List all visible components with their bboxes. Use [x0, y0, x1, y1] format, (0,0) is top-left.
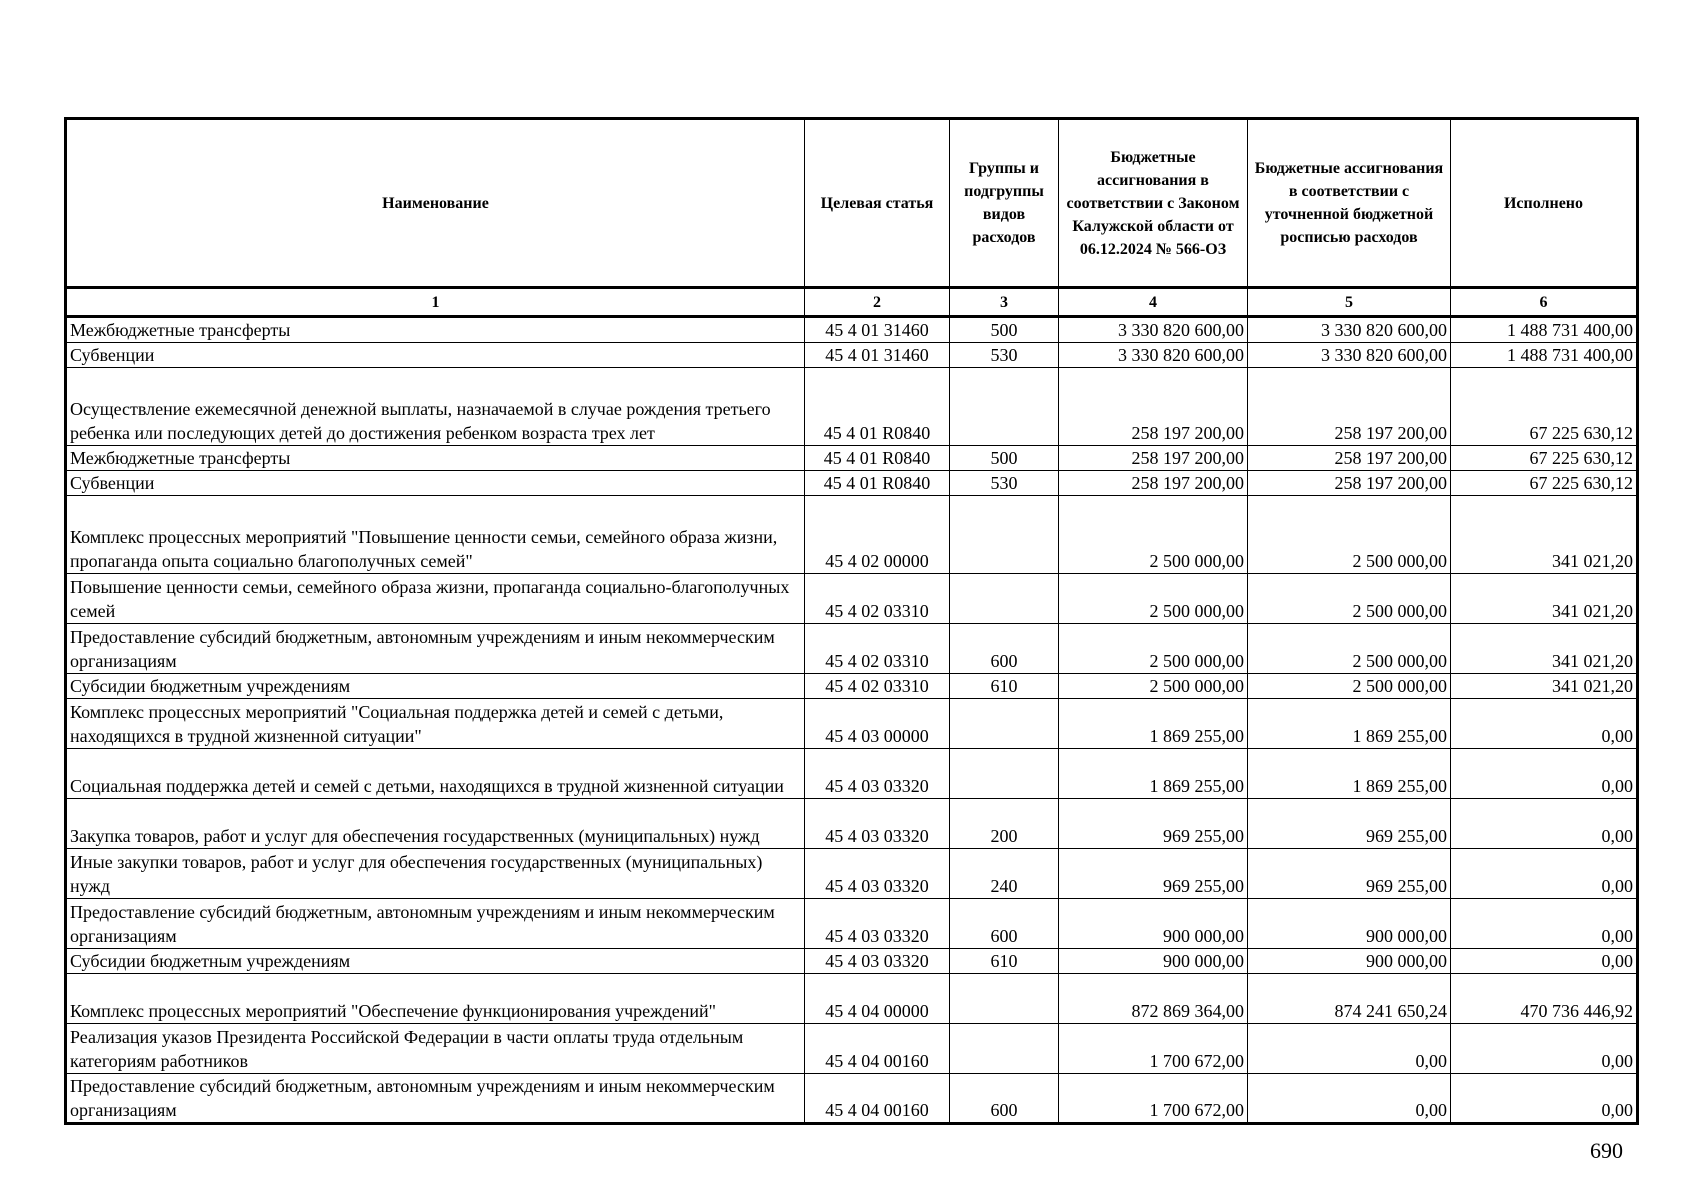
cell-law: 1 700 672,00	[1059, 1024, 1248, 1074]
cell-group: 600	[950, 624, 1059, 674]
cell-executed: 0,00	[1451, 1024, 1638, 1074]
cell-name: Предоставление субсидий бюджетным, автономным учреждениям и иным некоммерческим организациям	[66, 624, 805, 674]
cell-revised: 0,00	[1248, 1074, 1451, 1124]
table-row	[66, 849, 1638, 899]
page-number: 690	[1590, 1138, 1623, 1163]
header-expense-groups: Группы и подгруппы видов расходов	[950, 119, 1059, 288]
cell-name: Комплекс процессных мероприятий "Повышение ценности семьи, семейного образа жизни, пропаганда опыта социально благополучных семей"	[66, 496, 805, 574]
cell-revised: 3 330 820 600,00	[1248, 343, 1451, 368]
cell-executed: 0,00	[1451, 749, 1638, 799]
cell-name: Повышение ценности семьи, семейного образа жизни, пропаганда социально-благополучных семей	[66, 574, 805, 624]
cell-name: Реализация указов Президента Российской Федерации в части оплаты труда отдельным категориям работников	[66, 1024, 805, 1074]
cell-name: Осуществление ежемесячной денежной выплаты, назначаемой в случае рождения третьего ребенка или последующих детей до достижения ребенком возраста трех лет	[66, 368, 805, 446]
cell-revised: 2 500 000,00	[1248, 674, 1451, 699]
cell-group: 610	[950, 674, 1059, 699]
cell-revised: 1 869 255,00	[1248, 749, 1451, 799]
cell-name: Комплекс процессных мероприятий "Социальная поддержка детей и семей с детьми, находящихся в трудной жизненной ситуации"	[66, 699, 805, 749]
header-executed: Исполнено	[1451, 119, 1638, 288]
cell-revised: 900 000,00	[1248, 949, 1451, 974]
cell-name: Иные закупки товаров, работ и услуг для обеспечения государственных (муниципальных) нужд	[66, 849, 805, 899]
cell-law: 258 197 200,00	[1059, 471, 1248, 496]
cell-name: Субвенции	[66, 343, 805, 368]
cell-group: 600	[950, 1074, 1059, 1124]
table-row	[66, 974, 1638, 1024]
cell-group: 500	[950, 317, 1059, 343]
cell-code: 45 4 03 03320	[805, 949, 950, 974]
cell-name: Комплекс процессных мероприятий "Обеспечение функционирования учреждений"	[66, 974, 805, 1024]
cell-law: 872 869 364,00	[1059, 974, 1248, 1024]
table-row	[66, 749, 1638, 799]
budget-table	[64, 117, 1639, 1125]
table-row	[66, 699, 1638, 749]
cell-revised: 2 500 000,00	[1248, 496, 1451, 574]
cell-revised: 3 330 820 600,00	[1248, 317, 1451, 343]
cell-executed: 341 021,20	[1451, 574, 1638, 624]
cell-group	[950, 749, 1059, 799]
header-revised-allocations: Бюджетные ассигнования в соответствии с уточненной бюджетной росписью расходов	[1248, 119, 1451, 288]
column-number: 5	[1248, 288, 1451, 317]
cell-name: Социальная поддержка детей и семей с детьми, находящихся в трудной жизненной ситуации	[66, 749, 805, 799]
cell-group: 200	[950, 799, 1059, 849]
table-row	[66, 496, 1638, 574]
cell-revised: 874 241 650,24	[1248, 974, 1451, 1024]
cell-code: 45 4 02 03310	[805, 674, 950, 699]
table-row	[66, 949, 1638, 974]
cell-code: 45 4 01 31460	[805, 343, 950, 368]
column-number: 1	[66, 288, 805, 317]
cell-law: 900 000,00	[1059, 899, 1248, 949]
column-number: 6	[1451, 288, 1638, 317]
cell-group: 240	[950, 849, 1059, 899]
table-row	[66, 574, 1638, 624]
cell-revised: 258 197 200,00	[1248, 368, 1451, 446]
cell-group	[950, 496, 1059, 574]
cell-revised: 258 197 200,00	[1248, 471, 1451, 496]
table-row	[66, 343, 1638, 368]
table-body	[66, 317, 1638, 1124]
cell-name: Субсидии бюджетным учреждениям	[66, 949, 805, 974]
cell-revised: 2 500 000,00	[1248, 574, 1451, 624]
table-row	[66, 1024, 1638, 1074]
cell-name: Предоставление субсидий бюджетным, автономным учреждениям и иным некоммерческим организациям	[66, 899, 805, 949]
cell-executed: 1 488 731 400,00	[1451, 343, 1638, 368]
cell-executed: 0,00	[1451, 949, 1638, 974]
cell-group	[950, 974, 1059, 1024]
cell-code: 45 4 02 03310	[805, 624, 950, 674]
cell-code: 45 4 01 R0840	[805, 471, 950, 496]
cell-law: 1 869 255,00	[1059, 699, 1248, 749]
header-law-allocations: Бюджетные ассигнования в соответствии с Законом Калужской области от 06.12.2024 № 566-ОЗ	[1059, 119, 1248, 288]
cell-code: 45 4 03 03320	[805, 749, 950, 799]
cell-code: 45 4 01 31460	[805, 317, 950, 343]
cell-executed: 67 225 630,12	[1451, 368, 1638, 446]
cell-law: 2 500 000,00	[1059, 674, 1248, 699]
column-number: 3	[950, 288, 1059, 317]
cell-code: 45 4 04 00160	[805, 1024, 950, 1074]
table-row	[66, 624, 1638, 674]
cell-group: 500	[950, 446, 1059, 471]
cell-group: 530	[950, 471, 1059, 496]
cell-code: 45 4 04 00000	[805, 974, 950, 1024]
column-number: 4	[1059, 288, 1248, 317]
cell-code: 45 4 01 R0840	[805, 368, 950, 446]
cell-law: 3 330 820 600,00	[1059, 317, 1248, 343]
cell-law: 900 000,00	[1059, 949, 1248, 974]
cell-executed: 0,00	[1451, 799, 1638, 849]
cell-code: 45 4 02 00000	[805, 496, 950, 574]
cell-executed: 470 736 446,92	[1451, 974, 1638, 1024]
cell-code: 45 4 01 R0840	[805, 446, 950, 471]
table-row	[66, 317, 1638, 343]
cell-revised: 1 869 255,00	[1248, 699, 1451, 749]
cell-name: Межбюджетные трансферты	[66, 446, 805, 471]
cell-code: 45 4 03 03320	[805, 849, 950, 899]
cell-code: 45 4 03 03320	[805, 799, 950, 849]
cell-name: Субсидии бюджетным учреждениям	[66, 674, 805, 699]
cell-executed: 341 021,20	[1451, 496, 1638, 574]
cell-executed: 0,00	[1451, 699, 1638, 749]
table-row	[66, 799, 1638, 849]
header-target-article: Целевая статья	[805, 119, 950, 288]
cell-executed: 0,00	[1451, 1074, 1638, 1124]
table-row	[66, 368, 1638, 446]
cell-group	[950, 1024, 1059, 1074]
cell-code: 45 4 04 00160	[805, 1074, 950, 1124]
cell-name: Субвенции	[66, 471, 805, 496]
header-name: Наименование	[66, 119, 805, 288]
cell-revised: 2 500 000,00	[1248, 624, 1451, 674]
cell-law: 969 255,00	[1059, 799, 1248, 849]
cell-law: 1 869 255,00	[1059, 749, 1248, 799]
cell-law: 2 500 000,00	[1059, 574, 1248, 624]
cell-executed: 1 488 731 400,00	[1451, 317, 1638, 343]
table-row	[66, 899, 1638, 949]
cell-revised: 969 255,00	[1248, 799, 1451, 849]
cell-group	[950, 699, 1059, 749]
cell-executed: 0,00	[1451, 849, 1638, 899]
table-row	[66, 446, 1638, 471]
column-number-row	[66, 288, 1638, 317]
cell-code: 45 4 03 00000	[805, 699, 950, 749]
cell-executed: 341 021,20	[1451, 624, 1638, 674]
cell-name: Предоставление субсидий бюджетным, автономным учреждениям и иным некоммерческим организациям	[66, 1074, 805, 1124]
cell-revised: 900 000,00	[1248, 899, 1451, 949]
cell-law: 258 197 200,00	[1059, 446, 1248, 471]
cell-group: 610	[950, 949, 1059, 974]
cell-code: 45 4 02 03310	[805, 574, 950, 624]
cell-group	[950, 574, 1059, 624]
cell-revised: 258 197 200,00	[1248, 446, 1451, 471]
header-row	[66, 119, 1638, 288]
cell-law: 969 255,00	[1059, 849, 1248, 899]
cell-law: 258 197 200,00	[1059, 368, 1248, 446]
cell-executed: 0,00	[1451, 899, 1638, 949]
cell-name: Закупка товаров, работ и услуг для обеспечения государственных (муниципальных) нужд	[66, 799, 805, 849]
cell-revised: 969 255,00	[1248, 849, 1451, 899]
cell-code: 45 4 03 03320	[805, 899, 950, 949]
cell-executed: 341 021,20	[1451, 674, 1638, 699]
cell-group: 600	[950, 899, 1059, 949]
column-number: 2	[805, 288, 950, 317]
table-row	[66, 674, 1638, 699]
cell-group: 530	[950, 343, 1059, 368]
cell-executed: 67 225 630,12	[1451, 471, 1638, 496]
table-row	[66, 1074, 1638, 1124]
cell-revised: 0,00	[1248, 1024, 1451, 1074]
table-row	[66, 471, 1638, 496]
cell-law: 2 500 000,00	[1059, 496, 1248, 574]
cell-law: 3 330 820 600,00	[1059, 343, 1248, 368]
cell-law: 2 500 000,00	[1059, 624, 1248, 674]
cell-group	[950, 368, 1059, 446]
cell-name: Межбюджетные трансферты	[66, 317, 805, 343]
cell-executed: 67 225 630,12	[1451, 446, 1638, 471]
cell-law: 1 700 672,00	[1059, 1074, 1248, 1124]
